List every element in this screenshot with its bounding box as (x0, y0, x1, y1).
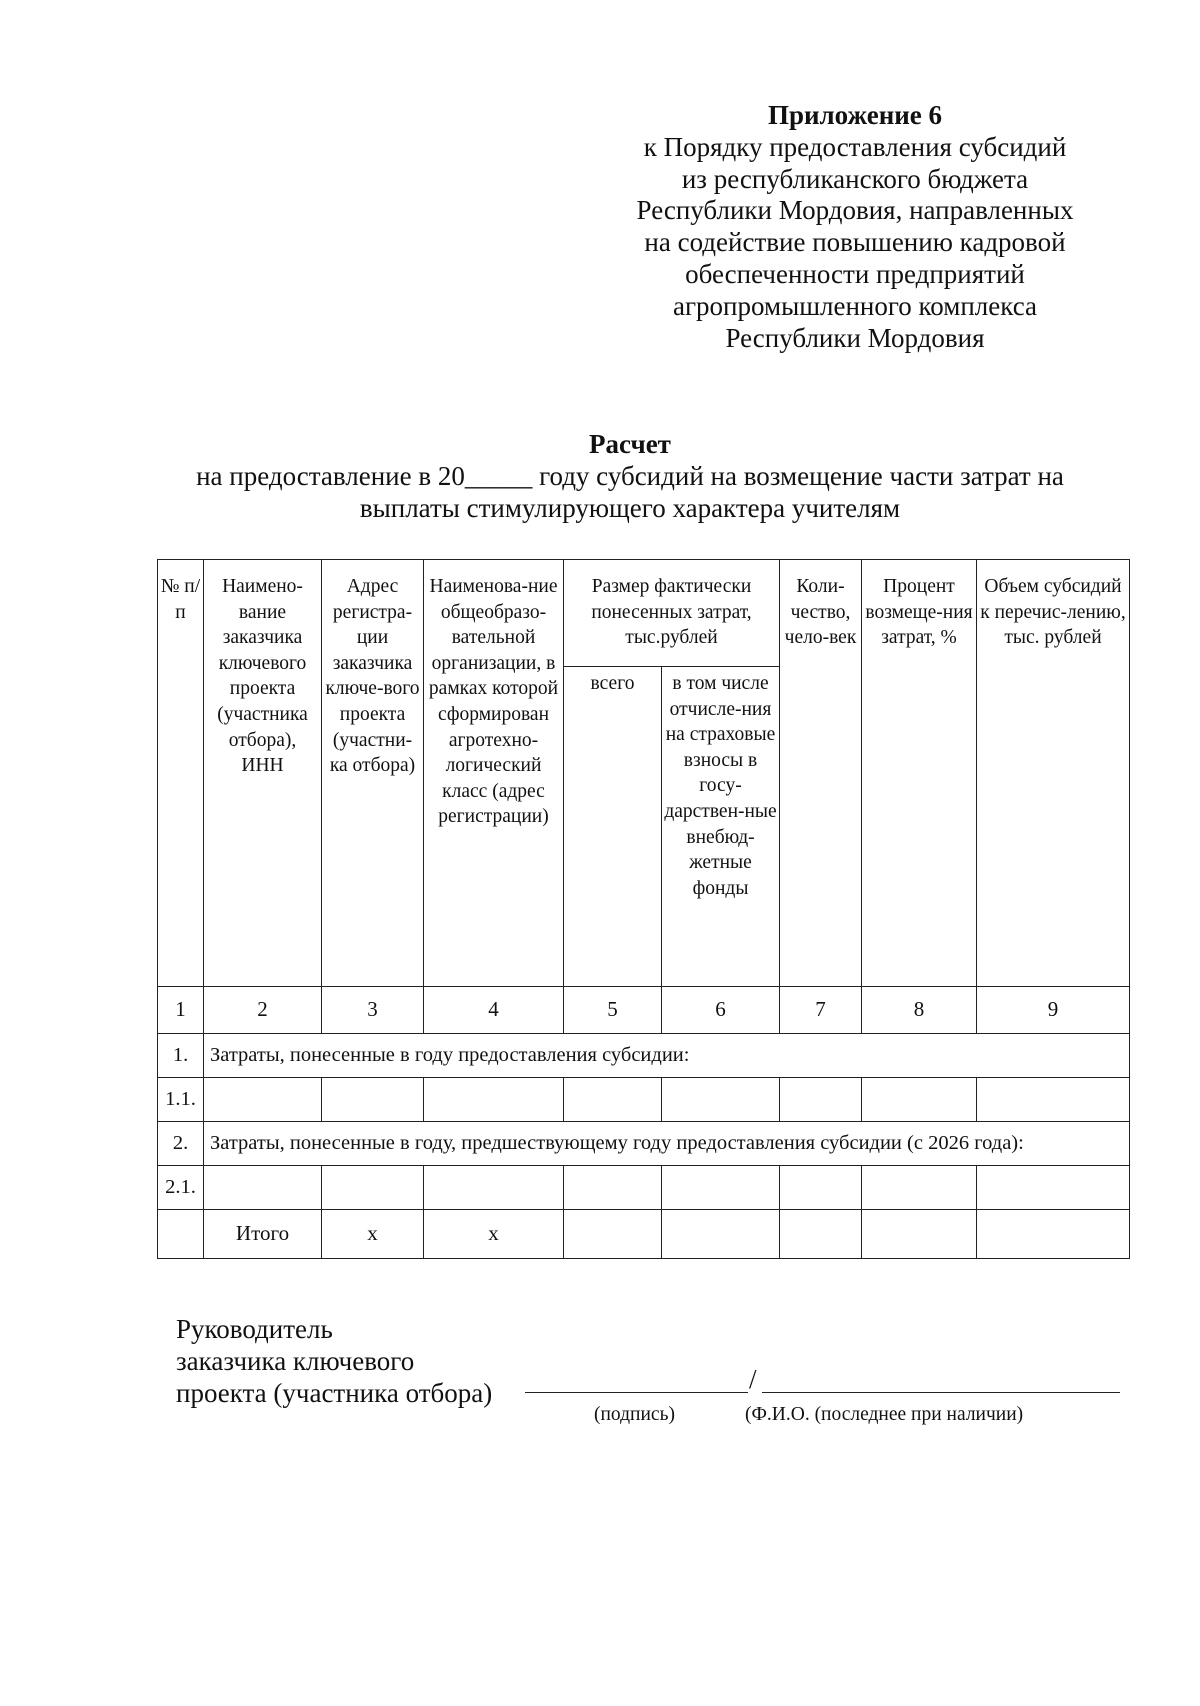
heading-line: выплаты стимулирующего характера учителям (359, 493, 901, 523)
table-cell (424, 1078, 564, 1122)
table-cell (862, 1078, 977, 1122)
section-title: Затраты, понесенные в году, предшествующему году предоставления субсидии (с 2026 года): (204, 1122, 1130, 1166)
appendix-line: к Порядку предоставления субсидий (643, 131, 1067, 162)
table-cell (662, 1210, 780, 1259)
header-num: № п/п (158, 560, 204, 987)
table-cell (977, 1166, 1130, 1210)
section-num: 1. (158, 1034, 204, 1078)
table-cell (862, 1166, 977, 1210)
table-cell (158, 1210, 204, 1259)
column-numbers-row (158, 987, 1130, 1034)
column-number: 2 (204, 987, 322, 1034)
table-cell (204, 1166, 322, 1210)
signature-block (176, 1313, 492, 1409)
heading-line: на предоставление в 20_____ году субсидий на возмещение части затрат на (196, 461, 1064, 491)
table-cell (564, 1078, 662, 1122)
column-number: 3 (322, 987, 424, 1034)
appendix-line: Республики Мордовия (725, 322, 985, 353)
signature-line-text: заказчика ключевого (176, 1346, 415, 1376)
signature-line-text: Руководитель (176, 1314, 333, 1344)
section-row (158, 1034, 1130, 1078)
signature-line-text: проекта (участника отбора) (176, 1378, 493, 1408)
table-cell (204, 1078, 322, 1122)
appendix-line: на содействие повышению кадровой (644, 227, 1066, 258)
table-cell (424, 1166, 564, 1210)
table-row (158, 1078, 1130, 1122)
section-num: 2. (158, 1122, 204, 1166)
section-title: Затраты, понесенные в году предоставления субсидии: (204, 1034, 1130, 1078)
table-cell (780, 1078, 862, 1122)
full-name-caption: (Ф.И.О. (последнее при наличии) (745, 1404, 1024, 1425)
table-row (158, 1166, 1130, 1210)
full-name-field[interactable] (762, 1392, 1120, 1393)
table-cell (564, 1166, 662, 1210)
column-number: 4 (424, 987, 564, 1034)
total-row (158, 1210, 1130, 1259)
table-cell (322, 1078, 424, 1122)
section-row (158, 1122, 1130, 1166)
table-cell (977, 1210, 1130, 1259)
signature-field[interactable] (525, 1392, 748, 1393)
appendix-line: агропромышленного комплекса (673, 290, 1037, 321)
signature-caption: (подпись) (594, 1404, 675, 1425)
column-number: 6 (662, 987, 780, 1034)
header-costs-group: Размер фактически понесенных затрат, тыс.рублей (564, 560, 780, 667)
appendix-line: обеспеченности предприятий (685, 258, 1025, 289)
header-address: Адрес регистра-ции заказчика ключе-вого проекта (участни-ка отбора) (322, 560, 424, 987)
signature-separator: / (749, 1364, 757, 1394)
column-number: 8 (862, 987, 977, 1034)
header-count: Коли-чество, чело-век (780, 560, 862, 987)
column-number: 1 (158, 987, 204, 1034)
appendix-line: из республиканского бюджета (681, 163, 1029, 194)
header-percent: Процент возмеще-ния затрат, % (862, 560, 977, 987)
column-number: 7 (780, 987, 862, 1034)
table-cell (977, 1078, 1130, 1122)
table-cell (564, 1210, 662, 1259)
total-x-mark: х (424, 1210, 564, 1259)
appendix-title: Приложение 6 (767, 100, 943, 130)
header-costs-total: всего (564, 667, 662, 987)
table-cell (780, 1166, 862, 1210)
table-cell (862, 1210, 977, 1259)
total-x-mark: х (322, 1210, 424, 1259)
calculation-table (157, 559, 1130, 1259)
document-title: Расчет (589, 429, 671, 459)
table-cell (662, 1166, 780, 1210)
header-costs-contrib: в том числе отчисле-ния на страховые взносы в госу-дарствен-ные внебюд-жетные фонды (662, 667, 780, 987)
row-num: 2.1. (158, 1166, 204, 1210)
row-num: 1.1. (158, 1078, 204, 1122)
table-cell (662, 1078, 780, 1122)
document-heading (150, 428, 1110, 524)
column-number: 5 (564, 987, 662, 1034)
table-cell (322, 1166, 424, 1210)
total-label: Итого (204, 1210, 322, 1259)
appendix-line: Республики Мордовия, направленных (636, 195, 1074, 226)
header-volume: Объем субсидий к перечис-лению, тыс. рублей (977, 560, 1130, 987)
table-cell (780, 1210, 862, 1259)
header-customer: Наимено-вание заказчика ключевого проекта (участника отбора), ИНН (204, 560, 322, 987)
header-school: Наименова-ние общеобразо-вательной организации, в рамках которой сформирован агротехно-логический класс (адрес регистрации) (424, 560, 564, 987)
appendix-block (620, 100, 1090, 354)
column-number: 9 (977, 987, 1130, 1034)
